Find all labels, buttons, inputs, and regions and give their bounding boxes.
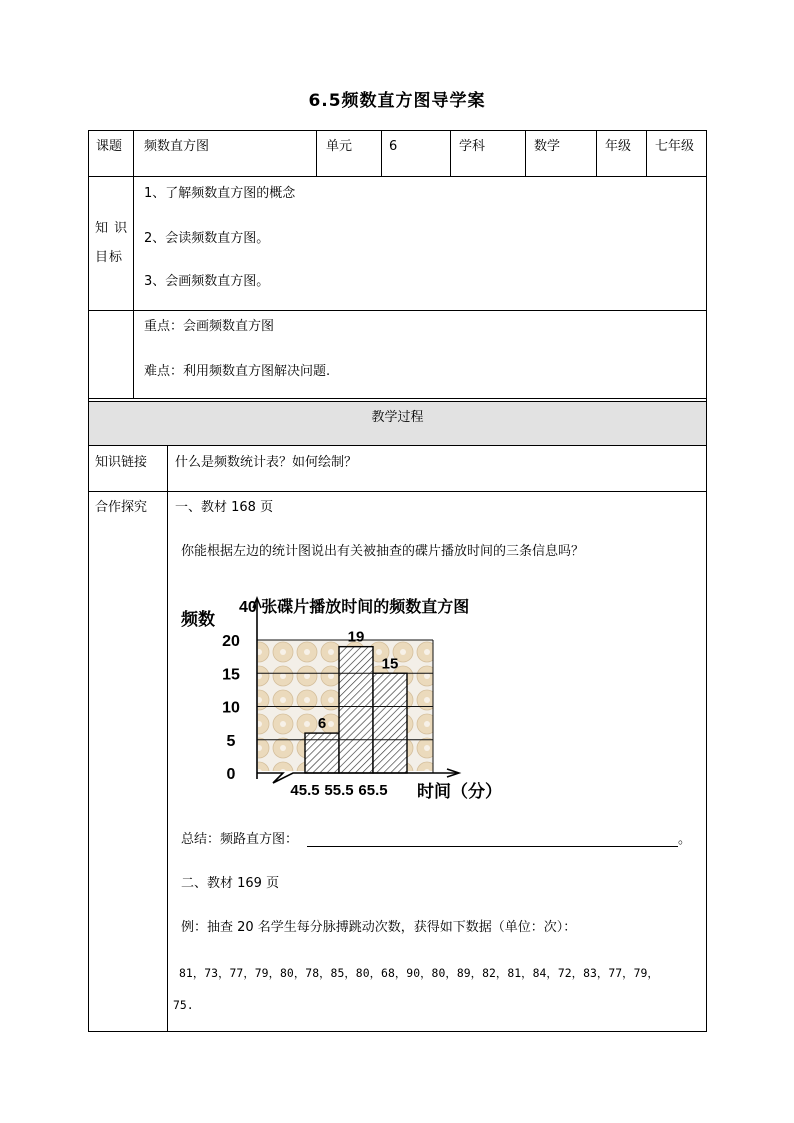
bar-label: 6 bbox=[317, 715, 327, 733]
col-divider bbox=[133, 130, 134, 177]
row-divider bbox=[88, 401, 707, 402]
goal-item: 1、了解频数直方图的概念 bbox=[144, 186, 296, 201]
table-border-top bbox=[88, 130, 707, 131]
difficulty-text: 难点：利用频数直方图解决问题. bbox=[144, 364, 331, 379]
y-tick-label: 10 bbox=[222, 699, 240, 717]
row-divider bbox=[88, 310, 707, 311]
col-divider bbox=[316, 130, 317, 177]
bar-label: 19 bbox=[347, 628, 365, 646]
y-axis-label: 频数 bbox=[181, 610, 215, 629]
section-2-heading: 二、教材 169 页 bbox=[181, 876, 280, 891]
page-title: 6.5频数直方图导学案 bbox=[308, 91, 486, 111]
y-tick-label: 0 bbox=[226, 766, 236, 783]
unit-value: 6 bbox=[389, 139, 398, 154]
row-divider bbox=[88, 491, 707, 492]
x-tick-label: 55.5 bbox=[324, 782, 354, 799]
x-axis-label: 时间（分） bbox=[417, 782, 502, 801]
topic-label: 课题 bbox=[96, 139, 123, 154]
goal-item: 3、会画频数直方图。 bbox=[144, 274, 270, 289]
link-text: 什么是频数统计表？如何绘制？ bbox=[175, 455, 358, 470]
col-divider bbox=[646, 130, 647, 177]
unit-label: 单元 bbox=[326, 139, 353, 154]
data-line-2: 75. bbox=[173, 998, 194, 1012]
subject-label: 学科 bbox=[459, 139, 486, 154]
explore-label: 合作探究 bbox=[95, 500, 148, 515]
col-divider bbox=[133, 176, 134, 399]
col-divider bbox=[167, 445, 168, 1032]
row-divider bbox=[88, 445, 707, 446]
table-border-left bbox=[88, 130, 89, 1032]
col-divider bbox=[596, 130, 597, 177]
histogram-bar bbox=[373, 673, 407, 773]
table-border-right bbox=[706, 130, 707, 1032]
x-tick-label: 45.5 bbox=[290, 782, 320, 799]
y-tick-label: 5 bbox=[226, 732, 236, 750]
example-text: 例：抽查 20 名学生每分脉搏跳动次数，获得如下数据（单位：次）： bbox=[181, 920, 577, 935]
col-divider bbox=[450, 130, 451, 177]
link-label: 知识链接 bbox=[95, 455, 148, 470]
process-header: 教学过程 bbox=[371, 410, 424, 425]
histogram-bar bbox=[339, 647, 373, 773]
grade-label: 年级 bbox=[605, 139, 632, 154]
section-1-heading: 一、教材 168 页 bbox=[175, 500, 274, 515]
bar-label: 15 bbox=[381, 655, 399, 673]
summary-blank[interactable] bbox=[307, 845, 678, 847]
y-tick-label: 15 bbox=[222, 666, 240, 684]
table-border-bottom bbox=[88, 1031, 707, 1032]
goals-label: 知 识 目标 bbox=[95, 221, 129, 265]
data-line-1: 81，73，77，79，80，78，85，80，68，90，80，89，82，81，84，72，83，77，79， bbox=[179, 966, 659, 980]
row-divider bbox=[88, 398, 707, 399]
summary-label: 总结：频路直方图： bbox=[181, 832, 299, 847]
y-tick-label: 20 bbox=[222, 633, 240, 650]
summary-end: 。 bbox=[678, 832, 692, 847]
goal-item: 2、会读频数直方图。 bbox=[144, 231, 270, 246]
col-divider bbox=[381, 130, 382, 177]
histogram-bar bbox=[305, 733, 339, 773]
chart-title: 40 张碟片播放时间的频数直方图 bbox=[239, 599, 470, 616]
histogram-chart bbox=[175, 592, 515, 810]
topic-value: 频数直方图 bbox=[144, 139, 210, 154]
subject-value: 数学 bbox=[534, 139, 561, 154]
col-divider bbox=[525, 130, 526, 177]
question-text: 你能根据左边的统计图说出有关被抽查的碟片播放时间的三条信息吗？ bbox=[181, 544, 585, 559]
focus-text: 重点：会画频数直方图 bbox=[144, 319, 275, 334]
grade-value: 七年级 bbox=[655, 139, 695, 154]
x-tick-label: 65.5 bbox=[358, 782, 388, 799]
row-divider bbox=[88, 176, 707, 177]
